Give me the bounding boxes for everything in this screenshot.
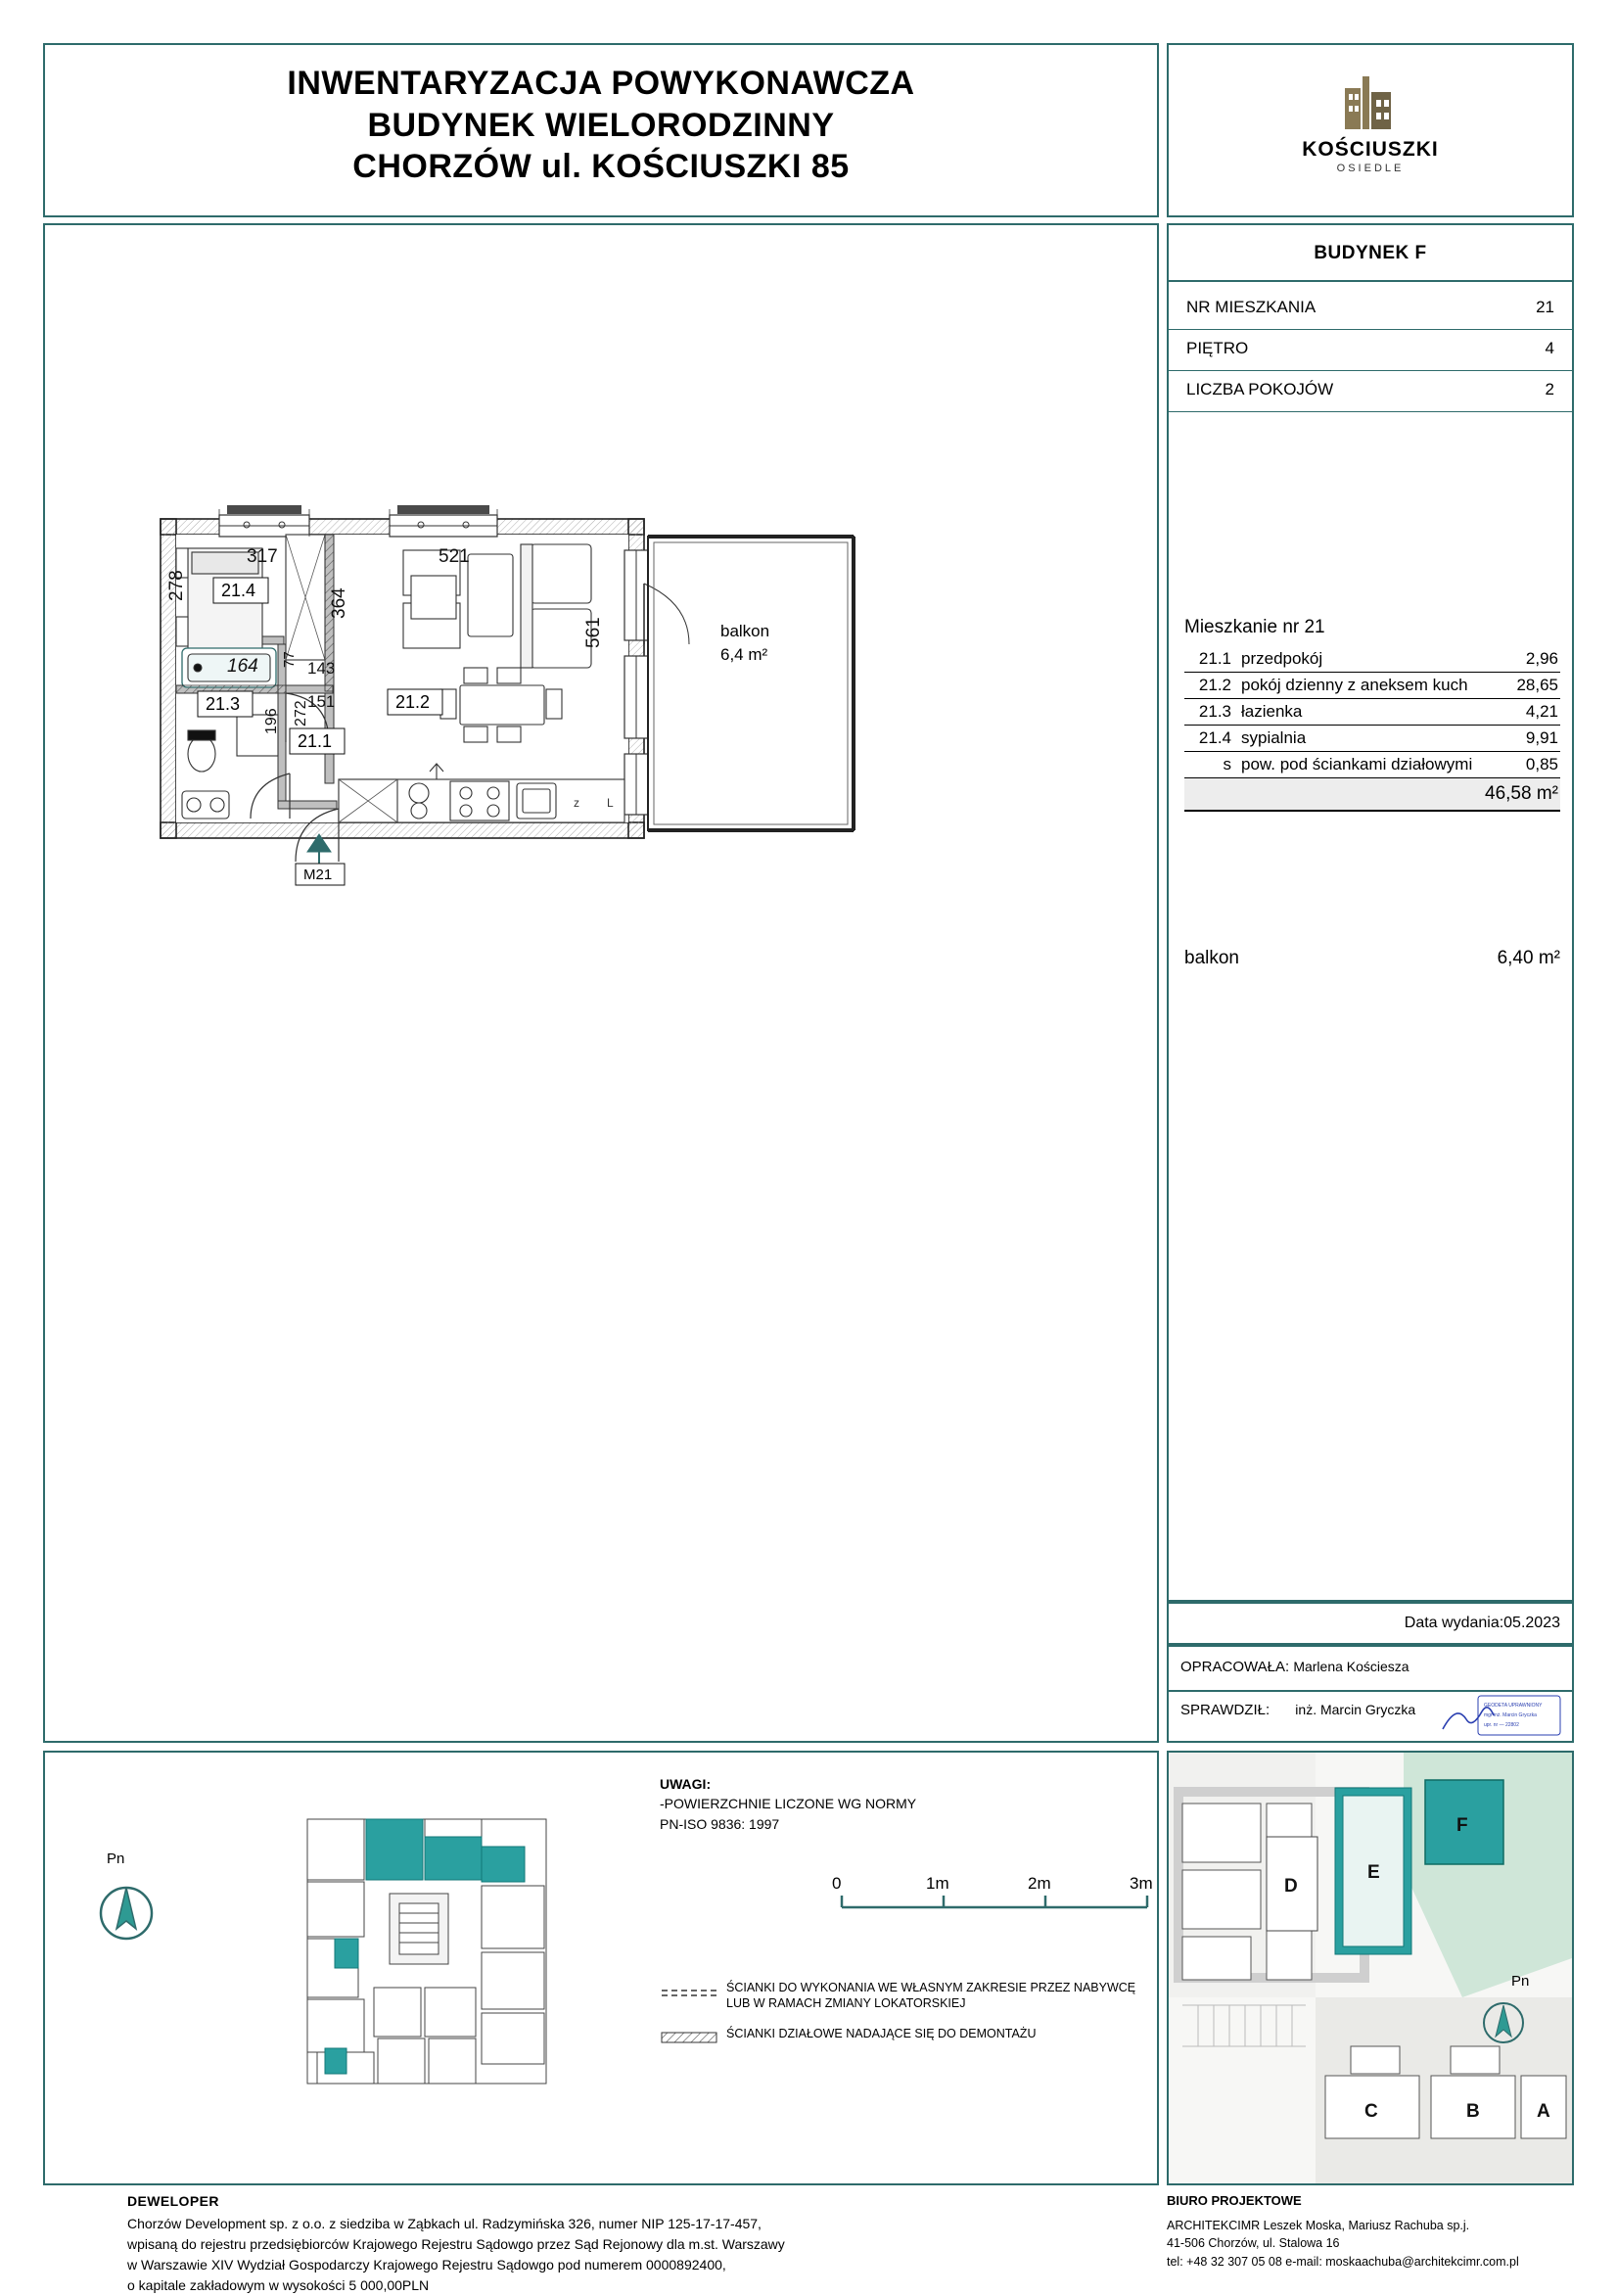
value: 2 — [1545, 380, 1554, 398]
row-number: s — [1223, 755, 1231, 773]
checked-by-row — [1180, 1702, 1415, 1718]
row-number: 21.4 — [1184, 726, 1239, 752]
site-block-B: B — [1466, 2101, 1480, 2122]
dashed-wall-icon — [660, 1986, 720, 2001]
room-area: 9,91 — [1486, 726, 1560, 752]
developer-footer — [127, 2191, 1008, 2296]
dim-196: 196 — [263, 708, 280, 734]
developer-line-3: w Warszawie XIV Wydział Gospodarczy Krajowego Rejestru Sądowgo pod numerem 0000892400, — [127, 2257, 726, 2273]
label: PIĘTRO — [1186, 339, 1249, 357]
site-block-F: F — [1456, 1815, 1468, 1836]
divider — [1169, 280, 1572, 282]
title-block — [43, 43, 1159, 217]
site-block-A: A — [1537, 2101, 1550, 2122]
legend-text: ŚCIANKI DZIAŁOWE NADAJĄCE SIĘ DO DEMONTAŻU — [726, 2026, 1037, 2040]
legend-item-dashed-wall — [660, 1980, 1157, 2012]
svg-text:L: L — [607, 796, 614, 810]
site-plan-block — [1167, 1751, 1574, 2185]
building-logo-icon — [1325, 74, 1415, 134]
dim-272: 272 — [293, 700, 309, 726]
svg-text:upr. nr — 22802: upr. nr — 22802 — [1484, 1722, 1519, 1728]
room-name: pow. pod ściankami działowymi — [1241, 755, 1473, 773]
notes-line-1: -POWIERZCHNIE LICZONE WG NORMY — [660, 1796, 917, 1812]
label: NR MIESZKANIA — [1186, 298, 1317, 316]
divider — [1169, 329, 1572, 330]
info-row-apartment-number — [1186, 298, 1554, 317]
room-tag-21-1: 21.1 — [298, 731, 333, 751]
row-number: 21.3 — [1184, 699, 1239, 726]
dim-143: 143 — [307, 659, 336, 678]
site-plan-drawing — [1169, 1753, 1572, 2183]
room-tag-21-3: 21.3 — [206, 694, 241, 714]
issue-date-block — [1167, 1602, 1574, 1645]
site-block-C: C — [1364, 2101, 1378, 2122]
dim-151: 151 — [307, 692, 336, 711]
stamp-icon — [1437, 1690, 1564, 1741]
apartment-info-block — [1167, 223, 1574, 1602]
checked-by-label: SPRAWDZIŁ: — [1180, 1702, 1270, 1718]
notes-line-2: PN-ISO 9836: 1997 — [660, 1815, 780, 1832]
value: 21 — [1536, 298, 1554, 316]
room-area: 28,65 — [1486, 673, 1560, 699]
legend-text: ŚCIANKI DO WYKONANIA WE WŁASNYM ZAKRESIE PRZEZ NABYWCĘ LUB W RAMACH ZMIANY LOKATORSKIEJ — [726, 1981, 1136, 2011]
room-tag-21-2: 21.2 — [395, 692, 431, 712]
table-row — [1184, 699, 1560, 726]
prepared-by-name: Marlena Kościesza — [1293, 1659, 1409, 1674]
building-key-plan — [280, 1792, 574, 2115]
site-block-D: D — [1284, 1876, 1298, 1897]
balcony-summary — [1184, 948, 1560, 969]
dim-521: 521 — [439, 546, 470, 567]
svg-text:mgr inż. Marcin Gryczka: mgr inż. Marcin Gryczka — [1484, 1712, 1537, 1718]
table-total-row — [1184, 778, 1560, 812]
balcony-area: 6,4 m² — [720, 645, 768, 664]
row-number: 21.2 — [1184, 673, 1239, 699]
scale-tick-0: 0 — [832, 1874, 842, 1893]
developer-heading: DEWELOPER — [127, 2193, 219, 2209]
issue-date: Data wydania:05.2023 — [1404, 1615, 1560, 1631]
scale-tick-3: 3m — [1130, 1874, 1153, 1893]
dim-364: 364 — [329, 587, 349, 619]
title-line-1: INWENTARYZACJA POWYKONAWCZA — [287, 65, 915, 102]
divider — [1169, 411, 1572, 412]
room-name: łazienka — [1239, 699, 1486, 726]
site-north-label: Pn — [1511, 1973, 1530, 1990]
label: LICZBA POKOJÓW — [1186, 380, 1334, 398]
legend — [660, 1980, 1157, 2061]
building-label: BUDYNEK F — [1314, 243, 1427, 263]
logo-block — [1167, 43, 1574, 217]
info-row-rooms — [1186, 380, 1554, 399]
balcony-value: 6,40 m² — [1497, 948, 1560, 968]
balcony-label: balkon — [720, 622, 770, 640]
north-label: Pn — [107, 1851, 125, 1867]
room-area: 0,85 — [1525, 755, 1558, 773]
dim-317: 317 — [247, 546, 278, 567]
checked-by-name: inż. Marcin Gryczka — [1295, 1702, 1416, 1717]
entrance-tag: M21 — [303, 867, 333, 883]
hatched-wall-icon — [660, 2032, 720, 2047]
dim-77: 77 — [281, 651, 298, 668]
designer-footer — [1167, 2191, 1617, 2272]
designer-line-1: ARCHITEKCIMR Leszek Moska, Mariusz Rachuba sp.j. — [1167, 2218, 1470, 2232]
room-name: pokój dzienny z aneksem kuch — [1239, 673, 1486, 699]
legend-item-hatched-wall — [660, 2026, 1157, 2047]
logo-name: KOŚCIUSZKI — [1302, 138, 1439, 161]
logo-subtitle: OSIEDLE — [1336, 163, 1405, 174]
value: 4 — [1545, 339, 1554, 357]
developer-line-2: wpisaną do rejestru przedsiębiorców Krajowego Rejestru Sądowgo przez Sąd Rejonowy dla m.st. Warszawy — [127, 2236, 785, 2252]
scale-tick-2: 2m — [1028, 1874, 1051, 1893]
row-number: 21.1 — [1184, 646, 1239, 673]
prepared-by-label: OPRACOWAŁA: — [1180, 1659, 1290, 1675]
room-tag-21-4: 21.4 — [221, 581, 256, 600]
dim-164: 164 — [227, 656, 258, 677]
balcony-label: balkon — [1184, 948, 1239, 968]
table-row — [1184, 726, 1560, 752]
table-row — [1184, 646, 1560, 673]
room-area: 2,96 — [1486, 646, 1560, 673]
svg-text:z: z — [574, 796, 579, 810]
developer-line-4: o kapitale zakładowym w wysokości 5 000,00PLN — [127, 2277, 430, 2293]
floor-plan-drawing — [45, 225, 1157, 1741]
prepared-by-row — [1180, 1659, 1409, 1675]
svg-text:GEODETA UPRAWNIONY: GEODETA UPRAWNIONY — [1484, 1703, 1543, 1709]
area-table-heading: Mieszkanie nr 21 — [1184, 617, 1325, 637]
dim-561: 561 — [583, 617, 604, 648]
site-block-E: E — [1367, 1862, 1380, 1883]
table-row — [1184, 673, 1560, 699]
title-line-2: BUDYNEK WIELORODZINNY — [367, 106, 835, 144]
room-area: 4,21 — [1486, 699, 1560, 726]
designer-line-3: tel: +48 32 307 05 08 e-mail: moskaachuba@architekcimr.com.pl — [1167, 2255, 1519, 2269]
total-area: 46,58 m² — [1184, 778, 1560, 812]
title-line-3: CHORZÓW ul. KOŚCIUSZKI 85 — [352, 148, 850, 185]
divider — [1169, 370, 1572, 371]
key-plan-block — [43, 1751, 1159, 2185]
dim-278: 278 — [166, 570, 187, 601]
notes-heading: UWAGI: — [660, 1776, 712, 1792]
table-row — [1184, 752, 1560, 778]
info-row-floor — [1186, 339, 1554, 358]
notes — [660, 1774, 916, 1834]
designer-heading: BIURO PROJEKTOWE — [1167, 2193, 1302, 2208]
designer-line-2: 41-506 Chorzów, ul. Stalowa 16 — [1167, 2236, 1340, 2251]
authors-block — [1167, 1645, 1574, 1743]
scale-tick-1: 1m — [926, 1874, 949, 1893]
area-table — [1184, 646, 1560, 812]
developer-line-1: Chorzów Development sp. z o.o. z siedziba w Ząbkach ul. Radzymińska 326, numer NIP 125-17-17-457, — [127, 2216, 762, 2231]
room-name: przedpokój — [1239, 646, 1486, 673]
room-name: sypialnia — [1239, 726, 1486, 752]
